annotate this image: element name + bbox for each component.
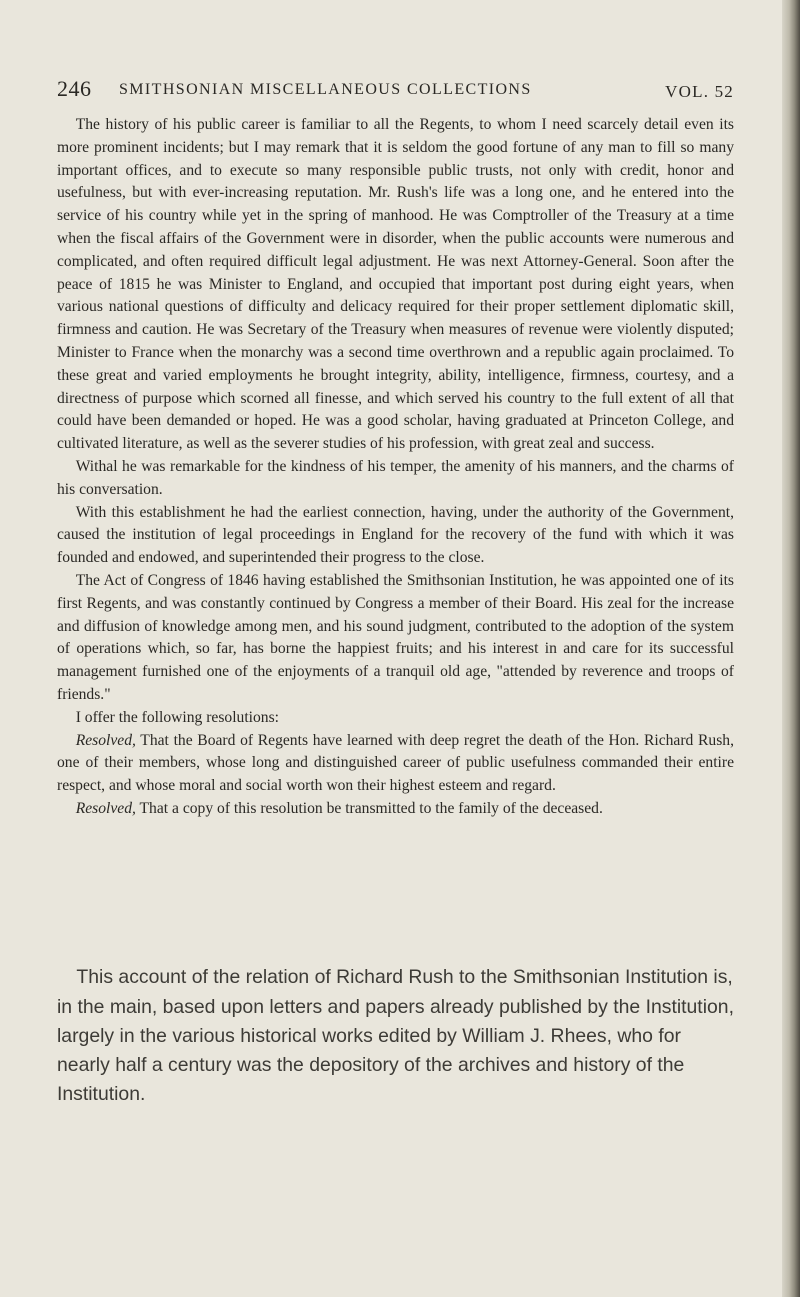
body-text xyxy=(57,114,734,821)
paragraph-career: The history of his public career is familiar to all the Regents, to whom I need scarcely detail even its more prominent incidents; but I may remark that it is seldom the good fortune of any man to fill so many important offices, and to execute so many responsible public trusts, not only with credit, honor and usefulness, but with ever-increasing reputation. Mr. Rush's life was a long one, and he entered into the service of his country while yet in the spring of manhood. He was Comptroller of the Treasury at a time when the fiscal affairs of the Government were in disorder, when the public accounts were numerous and complicated, and often required difficult legal adjustment. He was next Attorney-General. Soon after the peace of 1815 he was Minister to England, and occupied that important post during eight years, when various national questions of difficulty and delicacy required for their proper settlement diplomatic skill, firmness and caution. He was Secretary of the Treasury when measures of revenue were violently disputed; Minister to France when the monarchy was a second time overthrown and a republic again proclaimed. To these great and varied employments he brought integrity, ability, intelligence, firmness, courtesy, and a directness of purpose which scorned all finesse, and which served his country to the full extent of all that could have been demanded or hoped. He was a good scholar, having graduated at Princeton College, and cultivated literature, as well as the severer studies of his profession, with great zeal and success. xyxy=(57,116,734,453)
paragraph-resolutions-intro: I offer the following resolutions: xyxy=(75,708,279,726)
paragraph-character: Withal he was remarkable for the kindness of his temper, the amenity of his manners, and the charms of his conversation. xyxy=(57,457,734,498)
resolution-1 xyxy=(57,730,734,798)
page-edge xyxy=(782,0,800,1297)
volume-number: VOL. 52 xyxy=(665,82,734,101)
resolution-2 xyxy=(57,798,734,821)
paragraph-act-of-congress: The Act of Congress of 1846 having established the Smithsonian Institution, he was appointed one of its first Regents, and was constantly continued by Congress a member of their Board. His zeal for the increase and diffusion of knowledge among men, and his sound judgment, contributed to the adoption of the system of operations which, so far, has borne the happiest fruits; and his interest in and care for its successful management furnished one of the enjoyments of a tranquil old age, "attended by reverence and troops of friends." xyxy=(57,571,734,703)
resolution-1-text: That the Board of Regents have learned with deep regret the death of the Hon. Richard Rush, one of their members, whose long and distinguished career of public usefulness commanded their entire respect, and whose moral and social worth won their highest esteem and regard. xyxy=(57,731,734,795)
paragraph-establishment: With this establishment he had the earliest connection, having, under the authority of the Government, caused the institution of legal proceedings in England for the recovery of the fund with which it was founded and endowed, and superintended their progress to the close. xyxy=(57,503,734,567)
running-head-title: SMITHSONIAN MISCELLANEOUS COLLECTIONS xyxy=(119,81,532,98)
resolution-2-label: Resolved, xyxy=(75,799,136,817)
source-note: This account of the relation of Richard Rush to the Smithsonian Institution is, in the main, based upon letters and papers already published by the Institution, largely in the various historical works edited by William J. Rhees, who for nearly half a century was the depository of the archives and history of the Institution. xyxy=(57,966,734,1106)
running-header xyxy=(57,76,734,106)
resolution-1-label: Resolved, xyxy=(75,731,136,749)
page-number: 246 xyxy=(57,76,92,101)
resolution-2-text: That a copy of this resolution be transmitted to the family of the deceased. xyxy=(135,799,603,817)
